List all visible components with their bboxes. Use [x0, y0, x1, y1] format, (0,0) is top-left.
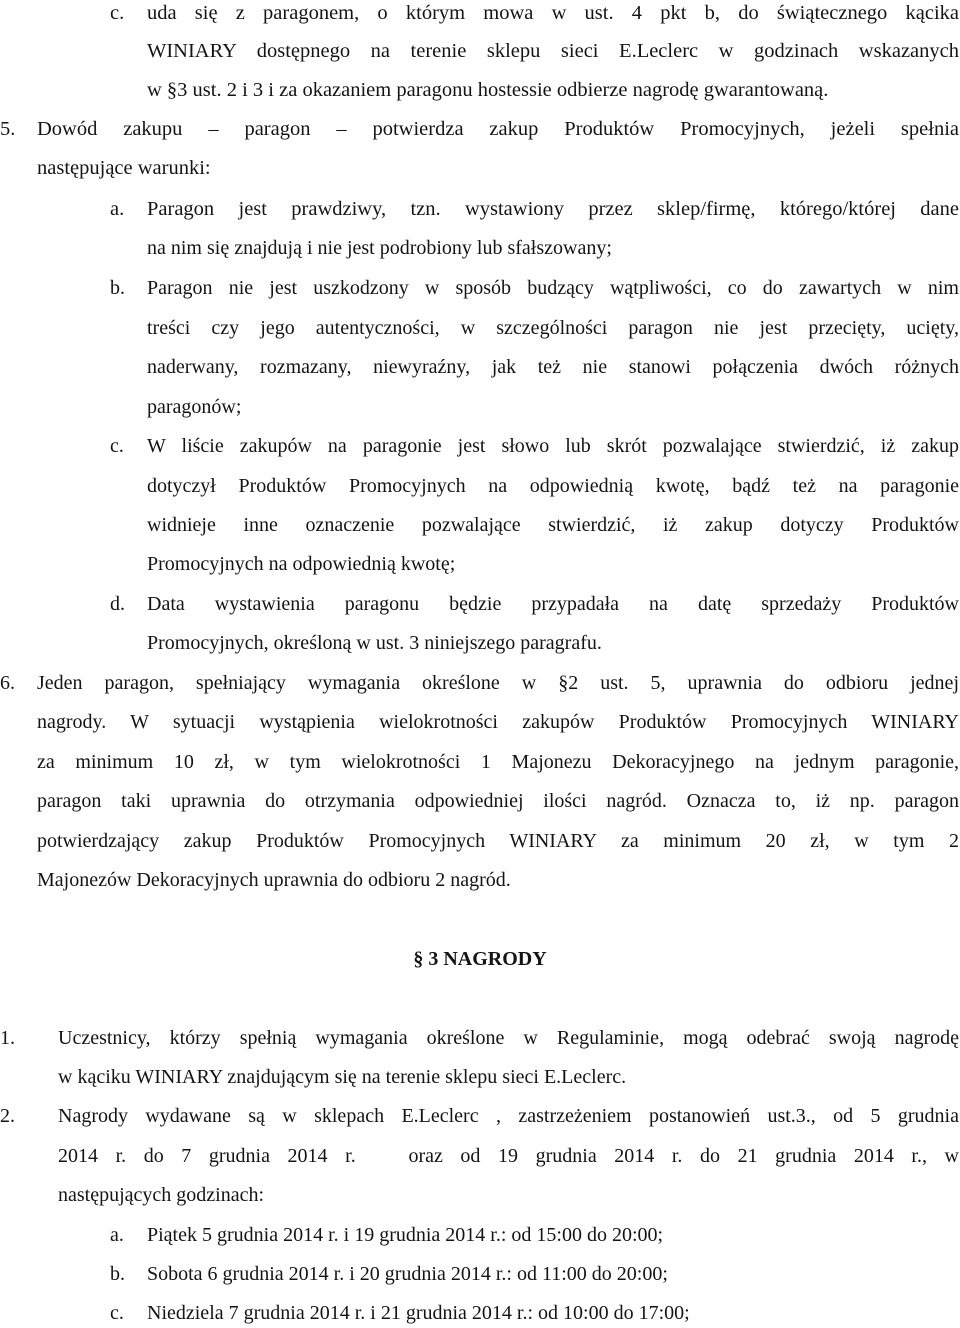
paragraph-line: nagrody. W sytuacji wystąpienia wielokrotności zakupów Produktów Promocyjnych WINIARY [37, 711, 959, 733]
schedule-item: Piątek 5 grudnia 2014 r. i 19 grudnia 2014 r.: od 15:00 do 20:00; [147, 1224, 664, 1246]
list-marker: c. [110, 435, 124, 457]
list-marker: c. [110, 2, 125, 24]
paragraph-line: widnieje inne oznaczenie pozwalające stwierdzić, iż zakup dotyczy Produktów [147, 514, 959, 536]
schedule-item: Sobota 6 grudnia 2014 r. i 20 grudnia 2014 r.: od 11:00 do 20:00; [147, 1263, 668, 1285]
paragraph-line: Uczestnicy, którzy spełnią wymagania określone w Regulaminie, mogą odebrać swoją nagrodę [58, 1027, 959, 1049]
paragraph-line: Majonezów Dekoracyjnych uprawnia do odbioru 2 nagród. [37, 869, 511, 891]
schedule-item: Niedziela 7 grudnia 2014 r. i 21 grudnia 2014 r.: od 10:00 do 17:00; [147, 1302, 690, 1324]
paragraph-line: Paragon jest prawdziwy, tzn. wystawiony przez sklep/firmę, którego/której dane [147, 198, 959, 220]
paragraph-line: następujące warunki: [37, 157, 211, 179]
section-heading: § 3 NAGRODY [413, 948, 547, 970]
paragraph-line: paragonów; [147, 396, 242, 418]
paragraph-line: W liście zakupów na paragonie jest słowo lub skrót pozwalające stwierdzić, iż zakup [147, 435, 959, 457]
paragraph-line: naderwany, rozmazany, niewyraźny, jak też nie stanowi połączenia dwóch różnych [147, 356, 959, 378]
paragraph-line: Nagrody wydawane są w sklepach E.Leclerc , zastrzeżeniem postanowień ust.3., od 5 grudnia [58, 1105, 959, 1127]
list-marker: c. [110, 1302, 124, 1324]
list-marker: 2. [0, 1105, 15, 1127]
paragraph-line: paragon taki uprawnia do otrzymania odpowiedniej ilości nagród. Oznacza to, iż np. paragon [37, 790, 959, 812]
paragraph-line: WINIARY dostępnego na terenie sklepu sieci E.Leclerc w godzinach wskazanych [147, 40, 959, 62]
paragraph-line: 2014 r. do 7 grudnia 2014 r. oraz od 19 grudnia 2014 r. do 21 grudnia 2014 r., w [58, 1145, 959, 1167]
list-marker: d. [110, 593, 125, 615]
list-marker: a. [110, 198, 125, 220]
paragraph-line: za minimum 10 zł, w tym wielokrotności 1 Majonezu Dekoracyjnego na jednym paragonie, [37, 751, 959, 773]
paragraph-line: Paragon nie jest uszkodzony w sposób budzący wątpliwości, co do zawartych w nim [147, 277, 959, 299]
paragraph-line: Data wystawienia paragonu będzie przypadała na datę sprzedaży Produktów [147, 593, 959, 615]
paragraph-line: potwierdzający zakup Produktów Promocyjnych WINIARY za minimum 20 zł, w tym 2 [37, 830, 959, 852]
list-marker: 6. [0, 672, 15, 694]
paragraph-line: następujących godzinach: [58, 1184, 265, 1206]
list-marker: 5. [0, 118, 16, 140]
paragraph-line: w §3 ust. 2 i 3 i za okazaniem paragonu hostessie odbierze nagrodę gwarantowaną. [147, 79, 829, 101]
paragraph-line: Promocyjnych na odpowiednią kwotę; [147, 553, 456, 575]
paragraph-line: Dowód zakupu – paragon – potwierdza zakup Produktów Promocyjnych, jeżeli spełnia [37, 118, 959, 140]
paragraph-line: Promocyjnych, określoną w ust. 3 niniejszego paragrafu. [147, 632, 602, 654]
paragraph-line: Jeden paragon, spełniający wymagania określone w §2 ust. 5, uprawnia do odbioru jednej [37, 672, 959, 694]
paragraph-line: treści czy jego autentyczności, w szczególności paragon nie jest przecięty, ucięty, [147, 317, 959, 339]
list-marker: 1. [0, 1027, 15, 1049]
list-marker: b. [110, 1263, 125, 1285]
paragraph-line: na nim się znajdują i nie jest podrobiony lub sfałszowany; [147, 237, 612, 259]
list-marker: b. [110, 277, 125, 299]
paragraph-line: w kąciku WINIARY znajdującym się na terenie sklepu sieci E.Leclerc. [58, 1066, 627, 1088]
paragraph-line: dotyczył Produktów Promocyjnych na odpowiednią kwotę, bądź też na paragonie [147, 475, 959, 497]
list-marker: a. [110, 1224, 124, 1246]
paragraph-line: uda się z paragonem, o którym mowa w ust. 4 pkt b, do świątecznego kącika [147, 2, 959, 24]
